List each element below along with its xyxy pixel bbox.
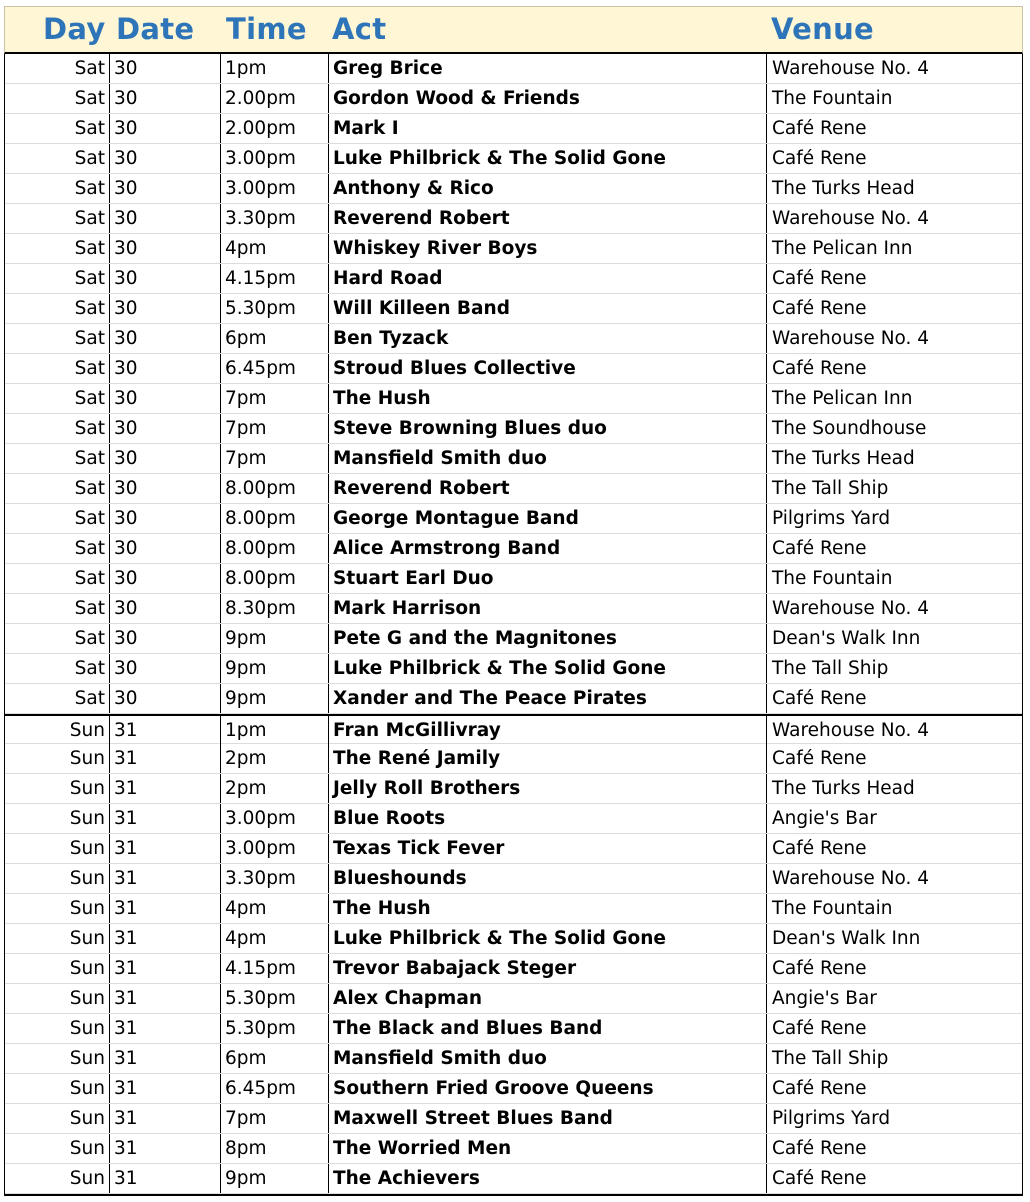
cell-date: 31: [109, 1104, 220, 1133]
cell-date: 30: [109, 474, 220, 503]
cell-time: 2.00pm: [220, 114, 328, 143]
cell-day: Sat: [74, 388, 105, 409]
cell-time: 2pm: [220, 744, 328, 773]
cell-time: 2pm: [220, 774, 328, 803]
cell-date: 30: [109, 684, 220, 713]
cell-venue: Café Rene: [766, 834, 1024, 863]
cell-time: 9pm: [220, 684, 328, 713]
table-row: [5, 54, 1022, 84]
cell-date: 30: [109, 324, 220, 353]
cell-act: Reverend Robert: [328, 204, 766, 233]
cell-day: Sun: [69, 988, 105, 1009]
cell-date: 31: [109, 716, 220, 745]
cell-day: Sat: [74, 298, 105, 319]
cell-date: 30: [109, 354, 220, 383]
cell-time: 3.30pm: [220, 204, 328, 233]
table-row: [5, 144, 1022, 174]
table-row: [5, 594, 1022, 624]
header-act: Act: [332, 12, 387, 46]
cell-time: 5.30pm: [220, 1014, 328, 1043]
cell-venue: Pilgrims Yard: [766, 1104, 1024, 1133]
cell-date: 31: [109, 954, 220, 983]
table-row: [5, 684, 1022, 714]
table-row: [5, 954, 1022, 984]
cell-venue: Café Rene: [766, 954, 1024, 983]
cell-day: Sun: [69, 808, 105, 829]
cell-date: 30: [109, 414, 220, 443]
cell-day: Sun: [69, 1168, 105, 1189]
cell-act: Reverend Robert: [328, 474, 766, 503]
cell-act: Mansfield Smith duo: [328, 1044, 766, 1073]
cell-time: 1pm: [220, 54, 328, 83]
cell-act: Luke Philbrick & The Solid Gone: [328, 924, 766, 953]
cell-venue: The Fountain: [766, 894, 1024, 923]
cell-venue: Café Rene: [766, 684, 1024, 713]
cell-act: Ben Tyzack: [328, 324, 766, 353]
cell-day: Sat: [74, 208, 105, 229]
cell-time: 6.45pm: [220, 354, 328, 383]
cell-venue: The Turks Head: [766, 444, 1024, 473]
header-venue: Venue: [771, 12, 874, 46]
cell-day: Sun: [69, 1018, 105, 1039]
cell-time: 6pm: [220, 1044, 328, 1073]
table-row: [5, 1074, 1022, 1104]
cell-venue: The Pelican Inn: [766, 384, 1024, 413]
cell-venue: Café Rene: [766, 1164, 1024, 1193]
table-row: [5, 1134, 1022, 1164]
cell-time: 4pm: [220, 894, 328, 923]
cell-act: The Worried Men: [328, 1134, 766, 1163]
table-row: [5, 354, 1022, 384]
cell-day: Sat: [74, 238, 105, 259]
cell-act: Alice Armstrong Band: [328, 534, 766, 563]
cell-date: 30: [109, 594, 220, 623]
cell-venue: Warehouse No. 4: [766, 716, 1024, 745]
table-row: [5, 744, 1022, 774]
cell-venue: Warehouse No. 4: [766, 864, 1024, 893]
cell-date: 31: [109, 1164, 220, 1193]
cell-act: The Hush: [328, 384, 766, 413]
cell-act: Xander and The Peace Pirates: [328, 684, 766, 713]
cell-venue: Café Rene: [766, 1014, 1024, 1043]
cell-time: 3.00pm: [220, 144, 328, 173]
cell-day: Sun: [69, 1108, 105, 1129]
cell-act: Stuart Earl Duo: [328, 564, 766, 593]
cell-time: 7pm: [220, 1104, 328, 1133]
cell-time: 8.00pm: [220, 534, 328, 563]
cell-time: 4pm: [220, 234, 328, 263]
cell-day: Sat: [74, 478, 105, 499]
table-row: [5, 984, 1022, 1014]
cell-time: 3.00pm: [220, 834, 328, 863]
cell-act: Mark Harrison: [328, 594, 766, 623]
cell-day: Sat: [74, 418, 105, 439]
cell-venue: Café Rene: [766, 534, 1024, 563]
cell-day: Sun: [69, 1078, 105, 1099]
cell-date: 30: [109, 84, 220, 113]
cell-act: Hard Road: [328, 264, 766, 293]
cell-act: George Montague Band: [328, 504, 766, 533]
cell-time: 5.30pm: [220, 294, 328, 323]
cell-venue: Warehouse No. 4: [766, 594, 1024, 623]
cell-venue: Dean's Walk Inn: [766, 624, 1024, 653]
cell-act: The René Jamily: [328, 744, 766, 773]
cell-venue: Warehouse No. 4: [766, 204, 1024, 233]
cell-time: 6pm: [220, 324, 328, 353]
cell-day: Sun: [69, 1138, 105, 1159]
table-row: [5, 294, 1022, 324]
cell-date: 31: [109, 894, 220, 923]
cell-date: 30: [109, 204, 220, 233]
cell-act: Gordon Wood & Friends: [328, 84, 766, 113]
cell-day: Sat: [74, 448, 105, 469]
table-row: [5, 624, 1022, 654]
cell-act: Anthony & Rico: [328, 174, 766, 203]
cell-venue: Warehouse No. 4: [766, 54, 1024, 83]
table-row: [5, 414, 1022, 444]
cell-time: 4.15pm: [220, 264, 328, 293]
cell-venue: The Tall Ship: [766, 654, 1024, 683]
table-row: [5, 924, 1022, 954]
table-row: [5, 564, 1022, 594]
cell-date: 30: [109, 144, 220, 173]
cell-act: Alex Chapman: [328, 984, 766, 1013]
table-row: [5, 654, 1022, 684]
cell-act: The Black and Blues Band: [328, 1014, 766, 1043]
cell-day: Sat: [74, 688, 105, 709]
cell-day: Sat: [74, 118, 105, 139]
cell-venue: The Soundhouse: [766, 414, 1024, 443]
cell-day: Sat: [74, 148, 105, 169]
cell-date: 30: [109, 264, 220, 293]
cell-time: 8.30pm: [220, 594, 328, 623]
cell-act: The Achievers: [328, 1164, 766, 1193]
cell-day: Sun: [69, 748, 105, 769]
cell-act: Will Killeen Band: [328, 294, 766, 323]
cell-day: Sat: [74, 658, 105, 679]
cell-act: Jelly Roll Brothers: [328, 774, 766, 803]
cell-act: Steve Browning Blues duo: [328, 414, 766, 443]
cell-venue: Pilgrims Yard: [766, 504, 1024, 533]
table-row: [5, 114, 1022, 144]
table-row: [5, 474, 1022, 504]
cell-day: Sat: [74, 58, 105, 79]
cell-act: Maxwell Street Blues Band: [328, 1104, 766, 1133]
cell-venue: Café Rene: [766, 1134, 1024, 1163]
table-row: [5, 264, 1022, 294]
cell-day: Sat: [74, 358, 105, 379]
table-row: [5, 204, 1022, 234]
cell-time: 1pm: [220, 716, 328, 745]
cell-act: Southern Fried Groove Queens: [328, 1074, 766, 1103]
cell-time: 7pm: [220, 444, 328, 473]
table-row: [5, 774, 1022, 804]
cell-day: Sat: [74, 538, 105, 559]
cell-date: 30: [109, 504, 220, 533]
header-date: Date: [116, 12, 195, 46]
table-row: [5, 174, 1022, 204]
cell-date: 30: [109, 54, 220, 83]
cell-date: 30: [109, 174, 220, 203]
cell-day: Sat: [74, 568, 105, 589]
cell-day: Sun: [69, 868, 105, 889]
cell-date: 30: [109, 564, 220, 593]
cell-day: Sun: [69, 928, 105, 949]
cell-venue: Warehouse No. 4: [766, 324, 1024, 353]
cell-time: 8.00pm: [220, 564, 328, 593]
cell-day: Sun: [69, 778, 105, 799]
cell-time: 5.30pm: [220, 984, 328, 1013]
cell-day: Sat: [74, 598, 105, 619]
cell-day: Sat: [74, 628, 105, 649]
cell-date: 31: [109, 864, 220, 893]
cell-date: 31: [109, 984, 220, 1013]
cell-date: 30: [109, 654, 220, 683]
cell-venue: Café Rene: [766, 354, 1024, 383]
cell-date: 30: [109, 444, 220, 473]
cell-time: 6.45pm: [220, 1074, 328, 1103]
cell-date: 30: [109, 534, 220, 563]
cell-act: Mark I: [328, 114, 766, 143]
cell-date: 31: [109, 1134, 220, 1163]
cell-time: 3.00pm: [220, 804, 328, 833]
table-row: [5, 804, 1022, 834]
cell-venue: Café Rene: [766, 744, 1024, 773]
table-row: [5, 234, 1022, 264]
cell-venue: The Pelican Inn: [766, 234, 1024, 263]
cell-time: 8.00pm: [220, 474, 328, 503]
cell-venue: The Fountain: [766, 84, 1024, 113]
table-row: [5, 714, 1022, 744]
cell-day: Sat: [74, 328, 105, 349]
cell-date: 31: [109, 1074, 220, 1103]
cell-venue: The Turks Head: [766, 174, 1024, 203]
schedule-table: [4, 6, 1023, 1196]
cell-time: 9pm: [220, 1164, 328, 1193]
cell-day: Sun: [69, 720, 105, 741]
cell-date: 31: [109, 744, 220, 773]
header-time: Time: [226, 12, 307, 46]
cell-day: Sat: [74, 178, 105, 199]
cell-time: 3.30pm: [220, 864, 328, 893]
cell-act: Mansfield Smith duo: [328, 444, 766, 473]
cell-venue: The Tall Ship: [766, 1044, 1024, 1073]
table-row: [5, 1104, 1022, 1134]
cell-time: 7pm: [220, 384, 328, 413]
cell-venue: Angie's Bar: [766, 984, 1024, 1013]
cell-venue: Café Rene: [766, 264, 1024, 293]
cell-time: 4pm: [220, 924, 328, 953]
cell-act: Blueshounds: [328, 864, 766, 893]
cell-act: Luke Philbrick & The Solid Gone: [328, 144, 766, 173]
cell-date: 30: [109, 294, 220, 323]
cell-day: Sun: [69, 958, 105, 979]
table-row: [5, 324, 1022, 354]
cell-time: 9pm: [220, 624, 328, 653]
cell-act: Trevor Babajack Steger: [328, 954, 766, 983]
cell-date: 31: [109, 804, 220, 833]
cell-act: Fran McGillivray: [328, 716, 766, 745]
cell-day: Sun: [69, 1048, 105, 1069]
cell-date: 30: [109, 114, 220, 143]
table-row: [5, 384, 1022, 414]
cell-act: Stroud Blues Collective: [328, 354, 766, 383]
cell-day: Sat: [74, 508, 105, 529]
cell-act: Pete G and the Magnitones: [328, 624, 766, 653]
cell-day: Sun: [69, 838, 105, 859]
table-row: [5, 1164, 1022, 1194]
cell-venue: The Turks Head: [766, 774, 1024, 803]
cell-act: Luke Philbrick & The Solid Gone: [328, 654, 766, 683]
cell-venue: The Fountain: [766, 564, 1024, 593]
cell-time: 4.15pm: [220, 954, 328, 983]
cell-time: 9pm: [220, 654, 328, 683]
cell-time: 3.00pm: [220, 174, 328, 203]
table-row: [5, 84, 1022, 114]
table-row: [5, 444, 1022, 474]
table-row: [5, 894, 1022, 924]
cell-venue: Café Rene: [766, 294, 1024, 323]
table-row: [5, 864, 1022, 894]
table-row: [5, 534, 1022, 564]
cell-act: Greg Brice: [328, 54, 766, 83]
cell-date: 31: [109, 1014, 220, 1043]
cell-day: Sat: [74, 88, 105, 109]
cell-venue: Dean's Walk Inn: [766, 924, 1024, 953]
cell-date: 31: [109, 774, 220, 803]
table-body: [4, 54, 1023, 1196]
header-day: Day: [43, 12, 106, 46]
cell-act: Blue Roots: [328, 804, 766, 833]
cell-venue: Café Rene: [766, 114, 1024, 143]
cell-date: 30: [109, 384, 220, 413]
cell-day: Sun: [69, 898, 105, 919]
cell-act: Texas Tick Fever: [328, 834, 766, 863]
cell-date: 31: [109, 924, 220, 953]
cell-act: The Hush: [328, 894, 766, 923]
cell-time: 7pm: [220, 414, 328, 443]
cell-time: 2.00pm: [220, 84, 328, 113]
table-row: [5, 834, 1022, 864]
cell-day: Sat: [74, 268, 105, 289]
cell-venue: Café Rene: [766, 1074, 1024, 1103]
cell-date: 31: [109, 834, 220, 863]
cell-date: 30: [109, 624, 220, 653]
table-row: [5, 1044, 1022, 1074]
cell-venue: Angie's Bar: [766, 804, 1024, 833]
table-row: [5, 1014, 1022, 1044]
cell-date: 31: [109, 1044, 220, 1073]
header-row: [4, 6, 1023, 54]
cell-venue: Café Rene: [766, 144, 1024, 173]
cell-time: 8.00pm: [220, 504, 328, 533]
cell-venue: The Tall Ship: [766, 474, 1024, 503]
cell-date: 30: [109, 234, 220, 263]
table-row: [5, 504, 1022, 534]
cell-act: Whiskey River Boys: [328, 234, 766, 263]
cell-time: 8pm: [220, 1134, 328, 1163]
